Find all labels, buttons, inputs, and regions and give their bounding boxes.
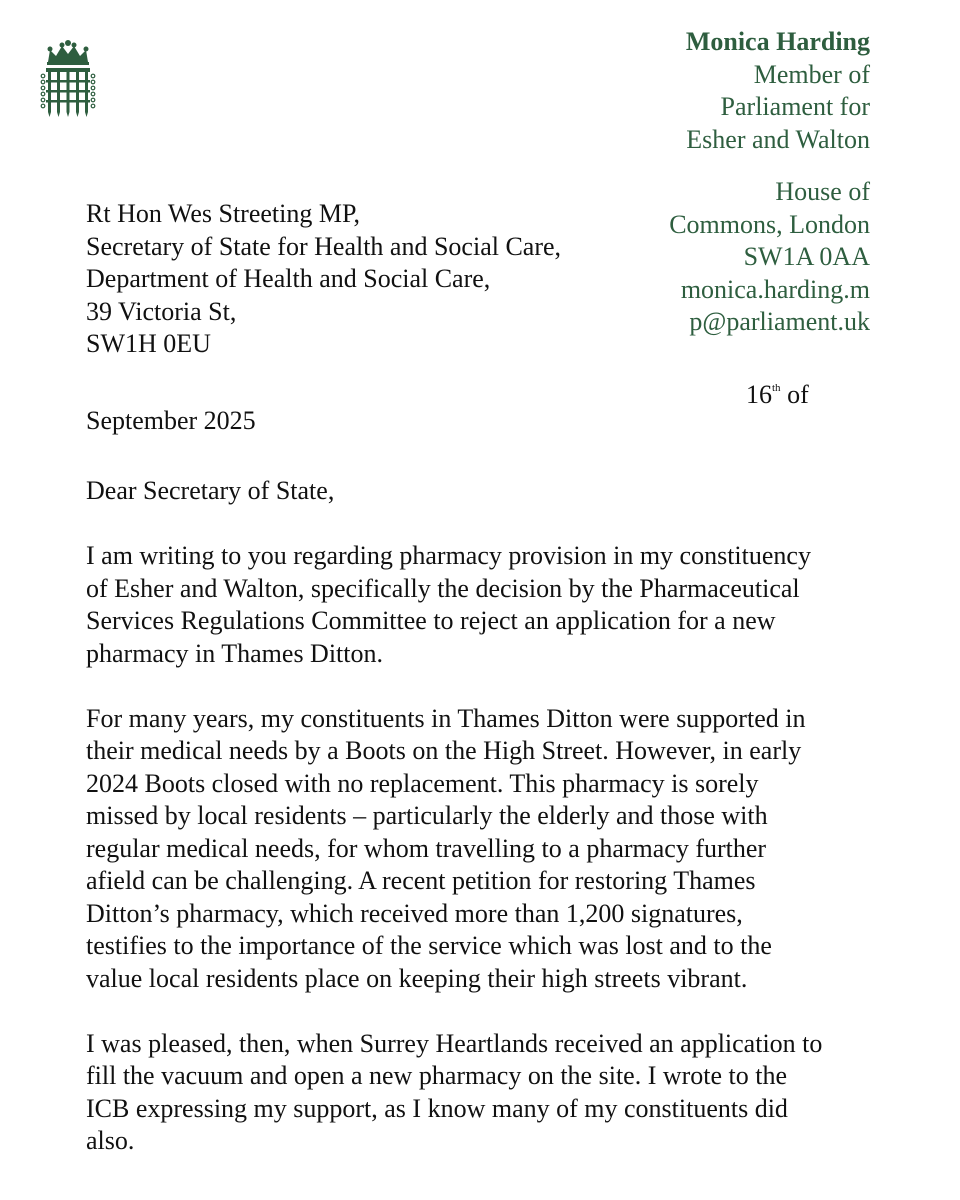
sender-block xyxy=(669,26,870,339)
body-line: Ditton’s pharmacy, which received more than 1,200 signatures, xyxy=(86,898,743,928)
recipient-line: Department of Health and Social Care, xyxy=(86,264,491,293)
body-line: afield can be challenging. A recent petition for restoring Thames xyxy=(86,866,756,895)
body-line: 2024 Boots closed with no replacement. This pharmacy is sorely xyxy=(86,768,759,798)
body-line: I was pleased, then, when Surrey Heartlands received an application to xyxy=(86,1028,823,1058)
sender-address-line: Commons, London xyxy=(669,209,870,239)
sender-title-line: Parliament for xyxy=(720,92,870,121)
body-line: missed by local residents – particularly the elderly and those with xyxy=(86,801,768,830)
recipient-line: SW1H 0EU xyxy=(86,329,211,358)
portcullis-icon xyxy=(40,40,96,120)
body-line: of Esher and Walton, specifically the decision by the Pharmaceutical xyxy=(86,573,800,603)
date-day-suffix: th xyxy=(772,382,781,394)
body-line: testifies to the importance of the service which was lost and to the xyxy=(86,931,772,960)
body-line: fill the vacuum and open a new pharmacy on the site. I wrote to the xyxy=(86,1061,788,1090)
body-line: For many years, my constituents in Thames Ditton were supported in xyxy=(86,703,806,733)
recipient-line: Secretary of State for Health and Social Care, xyxy=(86,231,562,261)
sender-title-line: Esher and Walton xyxy=(686,124,870,154)
date-of: of xyxy=(787,380,809,409)
body-line: I am writing to you regarding pharmacy provision in my constituency xyxy=(86,541,811,570)
salutation: Dear Secretary of State, xyxy=(86,476,335,505)
body-line: their medical needs by a Boots on the High Street. However, in early xyxy=(86,736,802,765)
recipient-line: Rt Hon Wes Streeting MP, xyxy=(86,199,361,228)
body-line: regular medical needs, for whom travelling to a pharmacy further xyxy=(86,833,767,863)
sender-email-line: p@parliament.uk xyxy=(689,307,870,336)
sender-name: Monica Harding xyxy=(685,27,870,56)
paragraph xyxy=(86,540,906,670)
letter-body xyxy=(86,475,906,1190)
recipient-address xyxy=(86,198,561,361)
date-day-number: 16 xyxy=(746,380,772,409)
paragraph xyxy=(86,1028,906,1158)
sender-address-line: SW1A 0AA xyxy=(743,242,870,271)
sender-title-line: Member of xyxy=(753,59,870,89)
body-line: ICB expressing my support, as I know many of my constituents did xyxy=(86,1093,788,1123)
paragraph xyxy=(86,703,906,996)
sender-email-line: monica.harding.m xyxy=(680,274,870,304)
body-line: Services Regulations Committee to reject an application for a new xyxy=(86,606,776,635)
body-line: pharmacy in Thames Ditton. xyxy=(86,638,384,668)
recipient-line: 39 Victoria St, xyxy=(86,296,237,326)
body-line: also. xyxy=(86,1126,135,1155)
sender-address-line: House of xyxy=(775,177,870,206)
body-line: value local residents place on keeping their high streets vibrant. xyxy=(86,963,748,993)
letter-date-day xyxy=(746,372,809,411)
letter-date-month-year: September 2025 xyxy=(86,406,256,435)
